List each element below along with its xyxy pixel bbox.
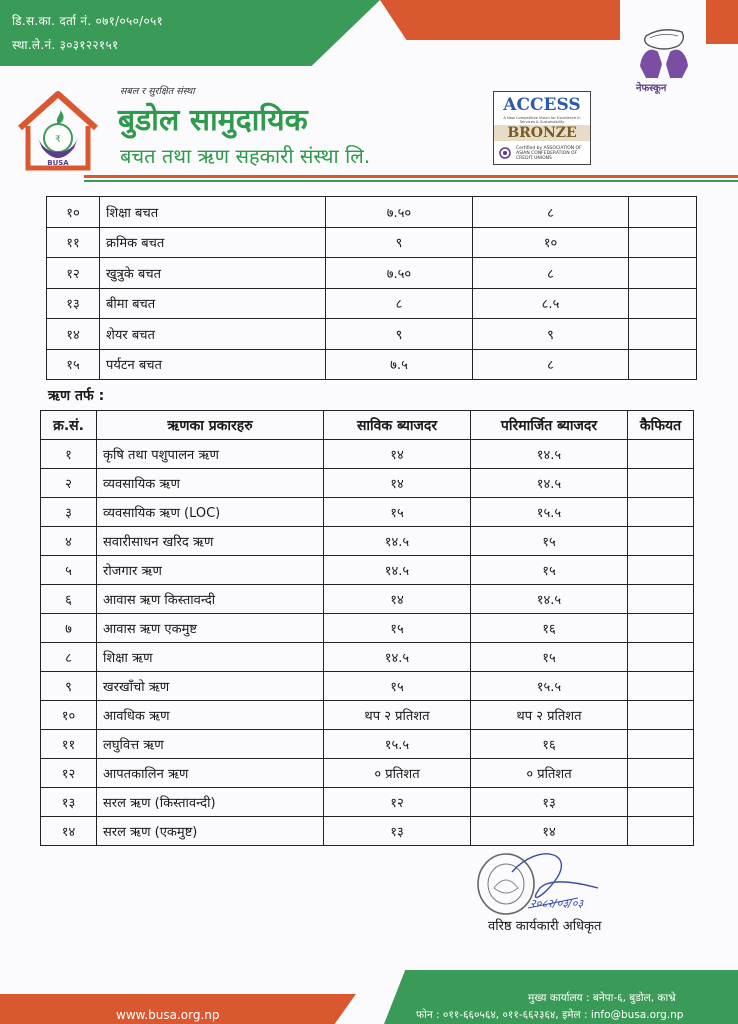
cell-old-rate: ० प्रतिशत [324, 759, 471, 788]
cell-remark [629, 258, 697, 289]
cell-serial: १३ [41, 788, 97, 817]
cell-old-rate: थप २ प्रतिशत [324, 701, 471, 730]
cell-remark [629, 349, 697, 380]
cell-old-rate: १५ [324, 672, 471, 701]
cell-old-rate: १४.५ [324, 556, 471, 585]
cell-remark [628, 759, 694, 788]
cell-serial: ७ [41, 614, 97, 643]
cell-name: सवारीसाधन खरिद ऋण [97, 527, 324, 556]
cell-remark [629, 319, 697, 350]
table-row [47, 197, 697, 228]
org-tagline: सबल र सुरक्षित संस्था [120, 86, 195, 97]
access-bronze-badge [493, 91, 591, 165]
table-row [47, 288, 697, 319]
cell-remark [628, 701, 694, 730]
cell-name: सरल ऋण (एकमुष्ट) [97, 817, 324, 846]
table-row [47, 349, 697, 380]
cell-remark [628, 556, 694, 585]
cell-serial: १४ [41, 817, 97, 846]
cell-new-rate: १४.५ [471, 585, 628, 614]
cell-name: खरखाँचो ऋण [97, 672, 324, 701]
header-corner-orange [706, 0, 738, 44]
cell-old-rate: ७.५० [326, 197, 473, 228]
cell-serial: ८ [41, 643, 97, 672]
cell-name: बीमा बचत [100, 288, 326, 319]
website-link[interactable]: www.busa.org.np [116, 1008, 220, 1022]
cell-name: व्यवसायिक ऋण [97, 469, 324, 498]
cell-old-rate: १४.५ [324, 643, 471, 672]
cell-old-rate: १५ [324, 498, 471, 527]
cell-name: लघुवित्त ऋण [97, 730, 324, 759]
column-header-revised-rate: परिमार्जित ब्याजदर [471, 411, 628, 440]
org-name: बुडोल सामुदायिक [118, 103, 308, 138]
cell-old-rate: ७.५ [326, 349, 473, 380]
cell-new-rate: ८.५ [473, 288, 629, 319]
cell-remark [628, 614, 694, 643]
header-band-green [0, 0, 380, 66]
pan-number: स्था.ले.नं. ३०३१२२१५१ [12, 38, 119, 52]
cell-new-rate: १६ [471, 730, 628, 759]
cell-remark [628, 730, 694, 759]
cell-name: सरल ऋण (किस्तावन्दी) [97, 788, 324, 817]
savings-rates-table [46, 196, 697, 380]
table-row [41, 730, 694, 759]
cell-old-rate: ८ [326, 288, 473, 319]
cell-new-rate: १४.५ [471, 469, 628, 498]
table-row [41, 759, 694, 788]
cell-old-rate: १४ [324, 469, 471, 498]
cell-name: पर्यटन बचत [100, 349, 326, 380]
cell-serial: १४ [47, 319, 100, 350]
access-certified-by: Certified by ASSOCIATION OF ASIAN CONFEDERATION OF CREDIT UNIONS [516, 146, 582, 161]
busa-house-logo-icon [14, 88, 102, 174]
cell-name: शेयर बचत [100, 319, 326, 350]
table-row [47, 258, 697, 289]
cell-old-rate: १४ [324, 440, 471, 469]
cell-remark [628, 817, 694, 846]
registration-number: डि.स.का. दर्ता नं. ०७१/०५०/०५१ [12, 14, 164, 28]
loan-rates-table [40, 410, 694, 846]
cell-new-rate: ८ [473, 197, 629, 228]
cell-new-rate: १६ [471, 614, 628, 643]
table-row [41, 440, 694, 469]
cell-name: शिक्षा बचत [100, 197, 326, 228]
cell-serial: ५ [41, 556, 97, 585]
table-row [41, 701, 694, 730]
table-row [41, 788, 694, 817]
table-row [41, 614, 694, 643]
column-header-remarks: कैफियत [628, 411, 694, 440]
table-row [41, 556, 694, 585]
cell-new-rate: १५ [471, 556, 628, 585]
cell-name: आवास ऋण किस्तावन्दी [97, 585, 324, 614]
cell-name: खुत्रुके बचत [100, 258, 326, 289]
cell-new-rate: १४ [471, 817, 628, 846]
access-tagline: A New Competitive Vision for Excellence in Services & Sustainability [503, 116, 581, 124]
cell-name: रोजगार ऋण [97, 556, 324, 585]
cell-old-rate: १३ [324, 817, 471, 846]
cell-new-rate: १५ [471, 643, 628, 672]
table-row [47, 227, 697, 258]
cell-new-rate: १५ [471, 527, 628, 556]
table-row [41, 585, 694, 614]
cell-serial: १३ [47, 288, 100, 319]
cell-remark [628, 672, 694, 701]
cell-remark [628, 498, 694, 527]
cell-new-rate: १४.५ [471, 440, 628, 469]
cell-new-rate: थप २ प्रतिशत [471, 701, 628, 730]
cell-name: शिक्षा ऋण [97, 643, 324, 672]
column-header-old-rate: साविक ब्याजदर [324, 411, 471, 440]
cell-new-rate: ० प्रतिशत [471, 759, 628, 788]
cell-serial: १० [41, 701, 97, 730]
cell-name: कृषि तथा पशुपालन ऋण [97, 440, 324, 469]
table-row [41, 527, 694, 556]
cell-new-rate: १५.५ [471, 672, 628, 701]
contact-info: फोन : ०११-६६०५६४, ०११-६६२३६४, इमेल : info@busa.org.np [416, 1009, 684, 1021]
cell-remark [629, 288, 697, 319]
table-row [41, 672, 694, 701]
cell-name: व्यवसायिक ऋण (LOC) [97, 498, 324, 527]
cell-name: आवधिक ऋण [97, 701, 324, 730]
cell-serial: ६ [41, 585, 97, 614]
cell-new-rate: १० [473, 227, 629, 258]
signature-date: २०८२/०३/०३ [530, 897, 584, 910]
cell-new-rate: ८ [473, 258, 629, 289]
cell-serial: ३ [41, 498, 97, 527]
cell-serial: २ [41, 469, 97, 498]
cell-remark [629, 197, 697, 228]
cell-remark [628, 440, 694, 469]
table-row [47, 319, 697, 350]
cell-old-rate: १२ [324, 788, 471, 817]
access-level: BRONZE [494, 125, 590, 141]
cell-new-rate: १३ [471, 788, 628, 817]
cell-remark [628, 469, 694, 498]
cell-old-rate: १५.५ [324, 730, 471, 759]
officer-title: वरिष्ठ कार्यकारी अधिकृत [488, 919, 602, 934]
busa-logo-text: BUSA [47, 159, 69, 167]
cell-old-rate: ९ [326, 319, 473, 350]
column-header-loan-type: ऋणका प्रकारहरु [97, 411, 324, 440]
cell-serial: १० [47, 197, 100, 228]
nefscun-hands-logo-icon [632, 22, 696, 80]
cell-serial: १२ [47, 258, 100, 289]
column-header-serial: क्र.सं. [41, 411, 97, 440]
access-title: ACCESS [503, 95, 581, 115]
cell-serial: ४ [41, 527, 97, 556]
nefscun-label: नेफस्कून [636, 83, 667, 94]
svg-text:₹: ₹ [55, 135, 61, 145]
cell-remark [628, 585, 694, 614]
table-row [41, 469, 694, 498]
header-rule-green [84, 180, 738, 182]
cell-old-rate: ७.५० [326, 258, 473, 289]
accu-logo-icon [498, 147, 512, 159]
cell-old-rate: १४ [324, 585, 471, 614]
cell-remark [628, 643, 694, 672]
cell-old-rate: १४.५ [324, 527, 471, 556]
cell-remark [629, 227, 697, 258]
cell-serial: ११ [41, 730, 97, 759]
cell-name: आपतकालिन ऋण [97, 759, 324, 788]
cell-serial: १५ [47, 349, 100, 380]
header-rule-orange [84, 175, 738, 178]
cell-new-rate: १५.५ [471, 498, 628, 527]
cell-new-rate: ८ [473, 349, 629, 380]
loan-table-header-row [41, 411, 694, 440]
cell-remark [628, 788, 694, 817]
head-office-address: मुख्य कार्यालय : बनेपा-६, बुडोल, काभ्रे [528, 992, 676, 1004]
cell-old-rate: ९ [326, 227, 473, 258]
loan-section-heading: ऋण तर्फ : [48, 388, 105, 404]
cell-serial: १ [41, 440, 97, 469]
cell-new-rate: ९ [473, 319, 629, 350]
cell-serial: ९ [41, 672, 97, 701]
cell-name: क्रमिक बचत [100, 227, 326, 258]
cell-remark [628, 527, 694, 556]
table-row [41, 498, 694, 527]
org-subtitle: बचत तथा ऋण सहकारी संस्था लि. [120, 144, 371, 168]
cell-name: आवास ऋण एकमुष्ट [97, 614, 324, 643]
cell-serial: ११ [47, 227, 100, 258]
cell-old-rate: १५ [324, 614, 471, 643]
header-band-orange [380, 0, 620, 40]
table-row [41, 643, 694, 672]
cell-serial: १२ [41, 759, 97, 788]
